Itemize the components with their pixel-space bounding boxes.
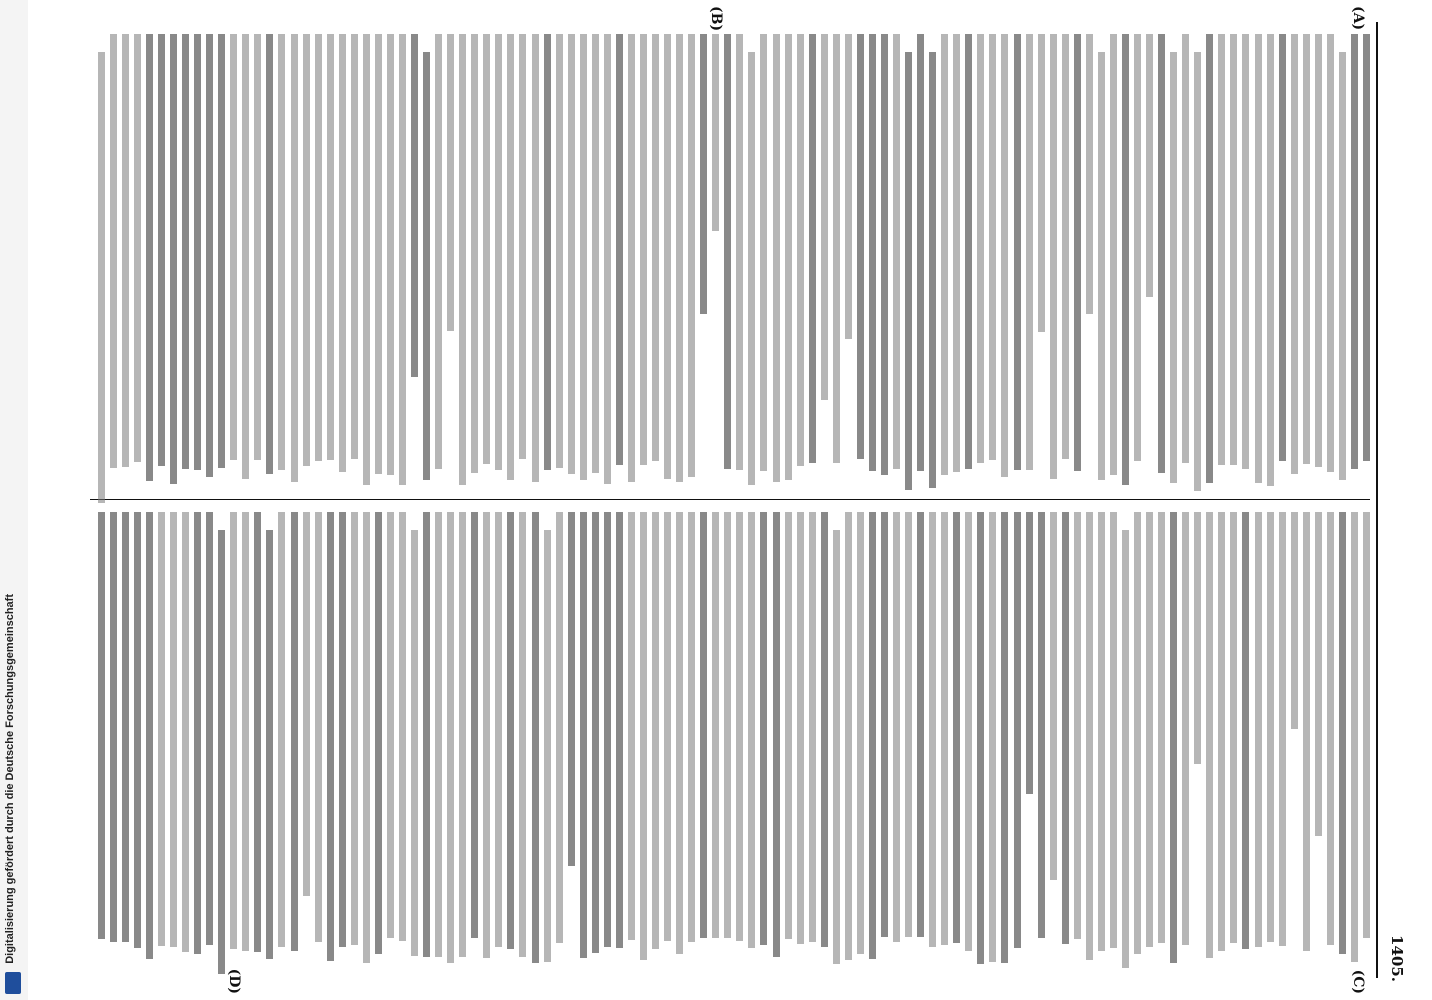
text-line — [1014, 512, 1021, 948]
text-line — [568, 512, 575, 866]
text-line — [1038, 512, 1045, 938]
text-line — [1315, 512, 1322, 836]
text-line — [339, 512, 346, 947]
text-line — [194, 34, 201, 470]
text-line — [1363, 512, 1370, 938]
text-line — [1218, 34, 1225, 465]
text-line — [845, 512, 852, 960]
text-line — [869, 34, 876, 471]
text-line — [1134, 34, 1141, 461]
text-line — [857, 512, 864, 954]
text-line — [652, 34, 659, 461]
text-line — [953, 512, 960, 943]
text-line — [206, 512, 213, 945]
digitization-footer — [0, 0, 28, 1000]
text-line — [965, 512, 972, 951]
text-line — [375, 34, 382, 474]
text-line — [712, 34, 719, 231]
text-line — [953, 34, 960, 472]
dfg-logo-icon — [5, 972, 21, 994]
text-line — [471, 34, 478, 473]
text-line — [471, 512, 478, 938]
text-line — [411, 530, 418, 956]
text-line — [1026, 34, 1033, 470]
text-line — [797, 34, 804, 466]
text-line — [628, 34, 635, 482]
text-line — [520, 512, 527, 957]
text-line — [435, 34, 442, 469]
text-line — [532, 34, 539, 482]
text-line — [254, 512, 261, 952]
text-line — [399, 512, 406, 941]
text-line — [941, 512, 948, 945]
text-line — [833, 34, 840, 463]
text-line — [411, 34, 418, 377]
text-line — [230, 34, 237, 460]
marker-c: (C) — [1350, 969, 1366, 994]
text-line — [459, 512, 466, 957]
text-line — [339, 34, 346, 472]
text-line — [893, 34, 900, 469]
text-line — [664, 512, 671, 941]
text-line — [279, 34, 286, 470]
text-line — [688, 34, 695, 477]
text-line — [845, 34, 852, 339]
text-line — [170, 34, 177, 484]
text-line — [327, 512, 334, 961]
text-line — [1170, 52, 1177, 483]
text-line — [1086, 512, 1093, 960]
text-line — [724, 34, 731, 469]
text-line — [1122, 530, 1129, 968]
text-line — [242, 34, 249, 479]
text-line — [1291, 34, 1298, 474]
text-line — [1230, 34, 1237, 465]
page-number: 1405. — [1388, 935, 1406, 982]
text-line — [580, 34, 587, 480]
text-line — [1206, 34, 1213, 483]
text-line — [1315, 34, 1322, 467]
text-line — [773, 34, 780, 482]
text-line — [869, 512, 876, 959]
text-line — [616, 34, 623, 465]
text-line — [809, 34, 816, 463]
text-line — [158, 34, 165, 466]
text-line — [821, 34, 828, 400]
text-line — [532, 512, 539, 963]
text-line — [616, 512, 623, 948]
text-line — [748, 52, 755, 484]
marker-a: (A) — [1350, 6, 1366, 31]
text-line — [1351, 512, 1358, 962]
text-line — [965, 34, 972, 469]
text-line — [254, 34, 261, 460]
text-line — [363, 34, 370, 485]
text-line — [1279, 34, 1286, 461]
text-line — [1303, 512, 1310, 951]
text-line — [1062, 34, 1069, 459]
text-line — [1158, 512, 1165, 943]
text-line — [544, 530, 551, 962]
text-line — [1074, 512, 1081, 939]
text-line — [1074, 34, 1081, 471]
text-line — [1279, 512, 1286, 946]
text-line — [110, 34, 117, 468]
text-line — [483, 512, 490, 958]
text-line — [230, 512, 237, 949]
text-line — [218, 530, 225, 974]
text-line — [1206, 512, 1213, 958]
text-line — [700, 34, 707, 314]
text-line — [1038, 34, 1045, 332]
text-line — [1243, 512, 1250, 949]
text-line — [1327, 34, 1334, 472]
text-line — [1002, 512, 1009, 963]
text-line — [881, 34, 888, 475]
text-line — [544, 34, 551, 470]
text-line — [652, 512, 659, 949]
text-line — [1062, 512, 1069, 944]
text-line — [773, 512, 780, 957]
text-line — [182, 512, 189, 952]
text-line — [1351, 34, 1358, 469]
text-line — [736, 34, 743, 470]
digitization-credit: Digitalisierung gefördert durch die Deutsche Forschungsgemeinschaft — [4, 594, 16, 964]
text-line — [387, 512, 394, 938]
text-column-left — [90, 34, 1370, 486]
text-line — [170, 512, 177, 947]
text-line — [893, 512, 900, 942]
text-line — [809, 512, 816, 942]
text-line — [122, 512, 129, 942]
text-line — [592, 34, 599, 473]
text-line — [218, 34, 225, 468]
text-line — [761, 34, 768, 471]
text-line — [1146, 34, 1153, 297]
text-line — [1194, 52, 1201, 491]
text-line — [435, 512, 442, 957]
text-line — [821, 512, 828, 947]
text-line — [1170, 512, 1177, 963]
text-line — [917, 34, 924, 471]
text-line — [1086, 34, 1093, 314]
text-line — [242, 512, 249, 951]
text-line — [194, 512, 201, 954]
text-line — [929, 512, 936, 947]
text-line — [1194, 512, 1201, 764]
text-line — [327, 34, 334, 460]
text-line — [495, 512, 502, 947]
text-line — [1050, 512, 1057, 880]
text-line — [929, 52, 936, 488]
text-line — [1110, 34, 1117, 475]
text-line — [1255, 512, 1262, 947]
text-line — [676, 34, 683, 482]
text-line — [1339, 52, 1346, 480]
text-line — [1291, 512, 1298, 729]
text-line — [146, 512, 153, 959]
text-line — [1002, 34, 1009, 477]
text-line — [98, 52, 105, 503]
text-line — [640, 512, 647, 960]
text-line — [1230, 512, 1237, 943]
text-line — [459, 34, 466, 485]
text-line — [1363, 34, 1370, 461]
text-line — [423, 52, 430, 480]
text-line — [1146, 512, 1153, 947]
text-line — [664, 34, 671, 479]
marker-b: (B) — [708, 6, 724, 32]
text-line — [1303, 34, 1310, 464]
column-divider — [90, 499, 1370, 500]
text-line — [640, 34, 647, 465]
text-line — [182, 34, 189, 469]
text-line — [688, 512, 695, 942]
text-line — [592, 512, 599, 953]
text-line — [303, 512, 310, 896]
text-line — [122, 34, 129, 467]
text-line — [1014, 34, 1021, 470]
text-line — [568, 34, 575, 474]
text-line — [724, 512, 731, 938]
text-line — [315, 512, 322, 942]
text-line — [1134, 512, 1141, 954]
text-line — [905, 52, 912, 490]
text-line — [1327, 512, 1334, 945]
text-line — [158, 512, 165, 946]
text-line — [748, 512, 755, 948]
text-line — [628, 512, 635, 940]
text-line — [917, 512, 924, 937]
text-line — [495, 34, 502, 470]
text-line — [833, 530, 840, 964]
text-line — [351, 512, 358, 945]
text-line — [905, 512, 912, 937]
text-line — [447, 34, 454, 331]
text-line — [604, 34, 611, 484]
text-line — [1110, 512, 1117, 948]
text-line — [881, 512, 888, 937]
text-line — [977, 34, 984, 463]
text-line — [98, 512, 105, 939]
text-line — [399, 34, 406, 485]
text-line — [146, 34, 153, 481]
text-line — [785, 512, 792, 939]
text-line — [266, 34, 273, 474]
text-line — [266, 530, 273, 959]
text-line — [303, 34, 310, 466]
text-line — [556, 34, 563, 468]
text-line — [604, 512, 611, 947]
text-line — [736, 512, 743, 941]
text-line — [507, 34, 514, 480]
text-line — [375, 512, 382, 954]
text-line — [134, 34, 141, 462]
marker-d: (D) — [226, 968, 242, 994]
text-line — [797, 512, 804, 944]
text-line — [857, 34, 864, 459]
text-line — [1267, 512, 1274, 942]
text-line — [580, 512, 587, 958]
text-column-right — [90, 512, 1370, 964]
text-line — [134, 512, 141, 948]
text-line — [761, 512, 768, 945]
text-line — [1243, 34, 1250, 469]
text-line — [1267, 34, 1274, 486]
text-line — [977, 512, 984, 964]
text-line — [676, 512, 683, 954]
text-line — [712, 512, 719, 938]
text-line — [507, 512, 514, 949]
text-line — [110, 512, 117, 942]
text-line — [520, 34, 527, 459]
text-line — [989, 512, 996, 962]
text-line — [1339, 512, 1346, 954]
text-line — [279, 512, 286, 947]
text-line — [483, 34, 490, 464]
text-line — [291, 512, 298, 951]
text-line — [941, 34, 948, 475]
text-line — [700, 512, 707, 938]
text-line — [315, 34, 322, 461]
text-line — [1026, 512, 1033, 794]
text-line — [1098, 512, 1105, 951]
header-rule — [1376, 22, 1378, 978]
text-line — [1098, 52, 1105, 480]
text-line — [387, 34, 394, 475]
text-line — [1255, 34, 1262, 483]
text-line — [423, 512, 430, 957]
text-line — [556, 512, 563, 943]
text-line — [1182, 34, 1189, 463]
text-line — [351, 34, 358, 459]
text-line — [1182, 512, 1189, 945]
text-line — [1218, 512, 1225, 951]
text-line — [1122, 34, 1129, 485]
text-line — [447, 512, 454, 963]
text-line — [291, 34, 298, 482]
text-line — [785, 34, 792, 480]
text-line — [206, 34, 213, 477]
text-line — [989, 34, 996, 460]
text-line — [363, 512, 370, 963]
text-line — [1050, 34, 1057, 479]
text-line — [1158, 34, 1165, 473]
